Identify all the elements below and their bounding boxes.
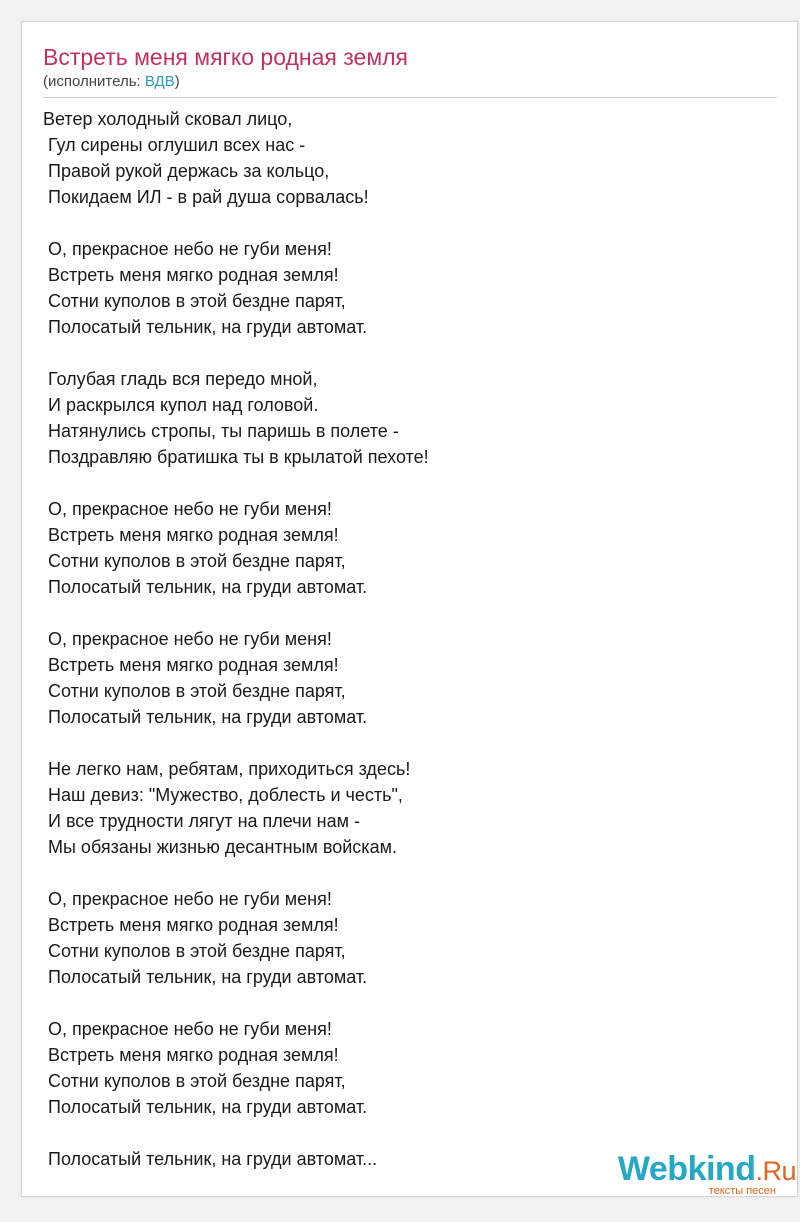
lyric-line: И все трудности лягут на плечи нам - xyxy=(43,811,360,831)
logo-brand: Webkind xyxy=(617,1150,756,1188)
stanza-gap xyxy=(43,730,777,756)
webkind-logo xyxy=(584,1150,796,1200)
lyric-line: Сотни куполов в этой бездне парят, xyxy=(43,291,346,311)
lyrics-text xyxy=(43,106,777,1172)
stanza-gap xyxy=(43,600,777,626)
lyric-line: Сотни куполов в этой бездне парят, xyxy=(43,551,346,571)
lyric-line: Полосатый тельник, на груди автомат... xyxy=(43,1149,378,1169)
stanza-gap xyxy=(43,470,777,496)
lyric-line: Встреть меня мягко родная земля! xyxy=(43,915,339,935)
lyric-line: Полосатый тельник, на груди автомат. xyxy=(43,967,368,987)
artist-line xyxy=(43,73,180,90)
stanza-gap xyxy=(43,340,777,366)
lyric-line: Не легко нам, ребятам, приходиться здесь! xyxy=(43,759,411,779)
lyric-line: Встреть меня мягко родная земля! xyxy=(43,265,339,285)
lyric-line: О, прекрасное небо не губи меня! xyxy=(43,1019,332,1039)
song-title: Встреть меня мягко родная земля xyxy=(43,44,409,70)
lyric-line: Встреть меня мягко родная земля! xyxy=(43,655,339,675)
lyric-line: Сотни куполов в этой бездне парят, xyxy=(43,1071,346,1091)
lyric-line: Голубая гладь вся передо мной, xyxy=(43,369,318,389)
lyric-line: Полосатый тельник, на груди автомат. xyxy=(43,707,368,727)
stanza-gap xyxy=(43,1120,777,1146)
stanza-gap xyxy=(43,860,777,886)
lyric-line: О, прекрасное небо не губи меня! xyxy=(43,239,332,259)
lyric-line: Покидаем ИЛ - в рай душа сорвалась! xyxy=(43,187,369,207)
lyric-line: Встреть меня мягко родная земля! xyxy=(43,1045,339,1065)
lyric-line: Правой рукой держась за кольцо, xyxy=(43,161,330,181)
lyric-line: О, прекрасное небо не губи меня! xyxy=(43,629,332,649)
artist-suffix: ) xyxy=(174,73,180,90)
lyric-line: О, прекрасное небо не губи меня! xyxy=(43,499,332,519)
lyric-line: Сотни куполов в этой бездне парят, xyxy=(43,681,346,701)
title-divider xyxy=(43,97,777,98)
lyric-line: Сотни куполов в этой бездне парят, xyxy=(43,941,346,961)
logo-wordmark xyxy=(618,1150,796,1189)
logo-tagline: тексты песен xyxy=(708,1185,776,1197)
lyric-line: Наш девиз: "Мужество, доблесть и честь", xyxy=(43,785,403,805)
lyric-line: Поздравляю братишка ты в крылатой пехоте! xyxy=(43,447,429,467)
lyric-line: Натянулись стропы, ты паришь в полете - xyxy=(43,421,399,441)
stanza-gap xyxy=(43,990,777,1016)
lyric-line: Полосатый тельник, на груди автомат. xyxy=(43,577,368,597)
lyric-line: Встреть меня мягко родная земля! xyxy=(43,525,339,545)
lyric-line: И раскрылся купол над головой. xyxy=(43,395,319,415)
logo-tld: .Ru xyxy=(755,1156,796,1186)
lyrics-card xyxy=(21,21,798,1197)
artist-link[interactable]: ВДВ xyxy=(144,73,175,90)
lyric-line: Полосатый тельник, на груди автомат. xyxy=(43,317,368,337)
lyric-line: Мы обязаны жизнью десантным войскам. xyxy=(43,837,397,857)
lyric-line: Полосатый тельник, на груди автомат. xyxy=(43,1097,368,1117)
lyric-line: О, прекрасное небо не губи меня! xyxy=(43,889,332,909)
lyric-line: Гул сирены оглушил всех нас - xyxy=(43,135,306,155)
artist-prefix: (исполнитель: xyxy=(43,73,145,90)
lyric-line: Ветер холодный сковал лицо, xyxy=(43,109,293,129)
stanza-gap xyxy=(43,210,777,236)
